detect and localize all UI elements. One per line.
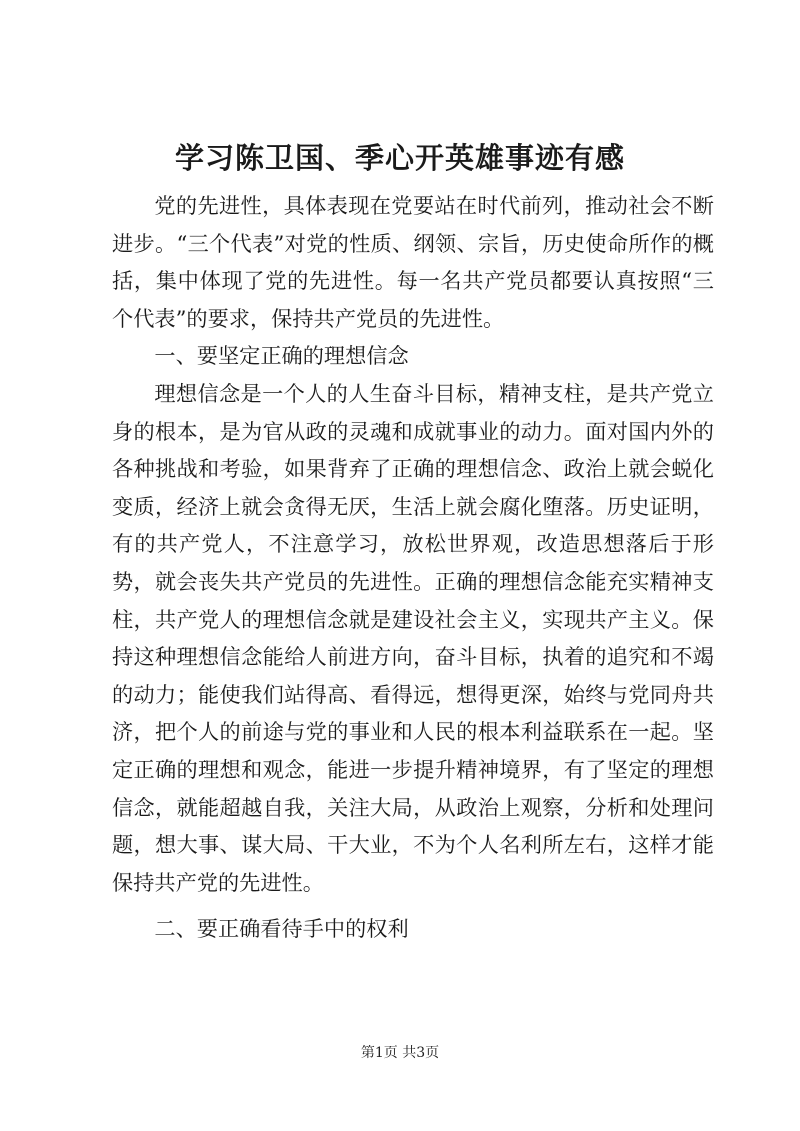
section-1-paragraph: 理想信念是一个人的人生奋斗目标，精神支柱，是共产党立身的根本，是为官从政的灵魂和成就事业的动力。面对国内外的各种挑战和考验，如果背弃了正确的理想信念、政治上就会蜕化变质，经济上就会贪得无厌，生活上就会腐化堕落。历史证明，有的共产党人，不注意学习，放松世界观，改造思想落后于形势，就会丧失共产党员的先进性。正确的理想信念能充实精神支柱，共产党人的理想信念就是建设社会主义，实现共产主义。保持这种理想信念能给人前进方向，奋斗目标，执着的追究和不竭的动力；能使我们站得高、看得远，想得更深，始终与党同舟共济，把个人的前途与党的事业和人民的根本利益联系在一起。坚定正确的理想和观念，能进一步提升精神境界，有了坚定的理想信念，就能超越自我，关注大局，从政治上观察，分析和处理问题，想大事、谋大局、干大业，不为个人名利所左右，这样才能保持共产党的先进性。 xyxy=(112,380,714,895)
page-footer: 第1页 共3页 xyxy=(360,1045,440,1061)
document-title: 学习陈卫国、季心开英雄事迹有感 xyxy=(174,141,625,175)
section-heading-1: 一、要坚定正确的理想信念 xyxy=(154,343,409,369)
intro-paragraph: 党的先进性，具体表现在党要站在时代前列，推动社会不断进步。“三个代表”对党的性质、纲领、宗旨，历史使命所作的概括，集中体现了党的先进性。每一名共产党员都要认真按照“三个代表”的要求，保持共产党员的先进性。 xyxy=(112,193,714,331)
section-heading-2: 二、要正确看待手中的权利 xyxy=(154,916,409,942)
document-body xyxy=(112,187,714,948)
